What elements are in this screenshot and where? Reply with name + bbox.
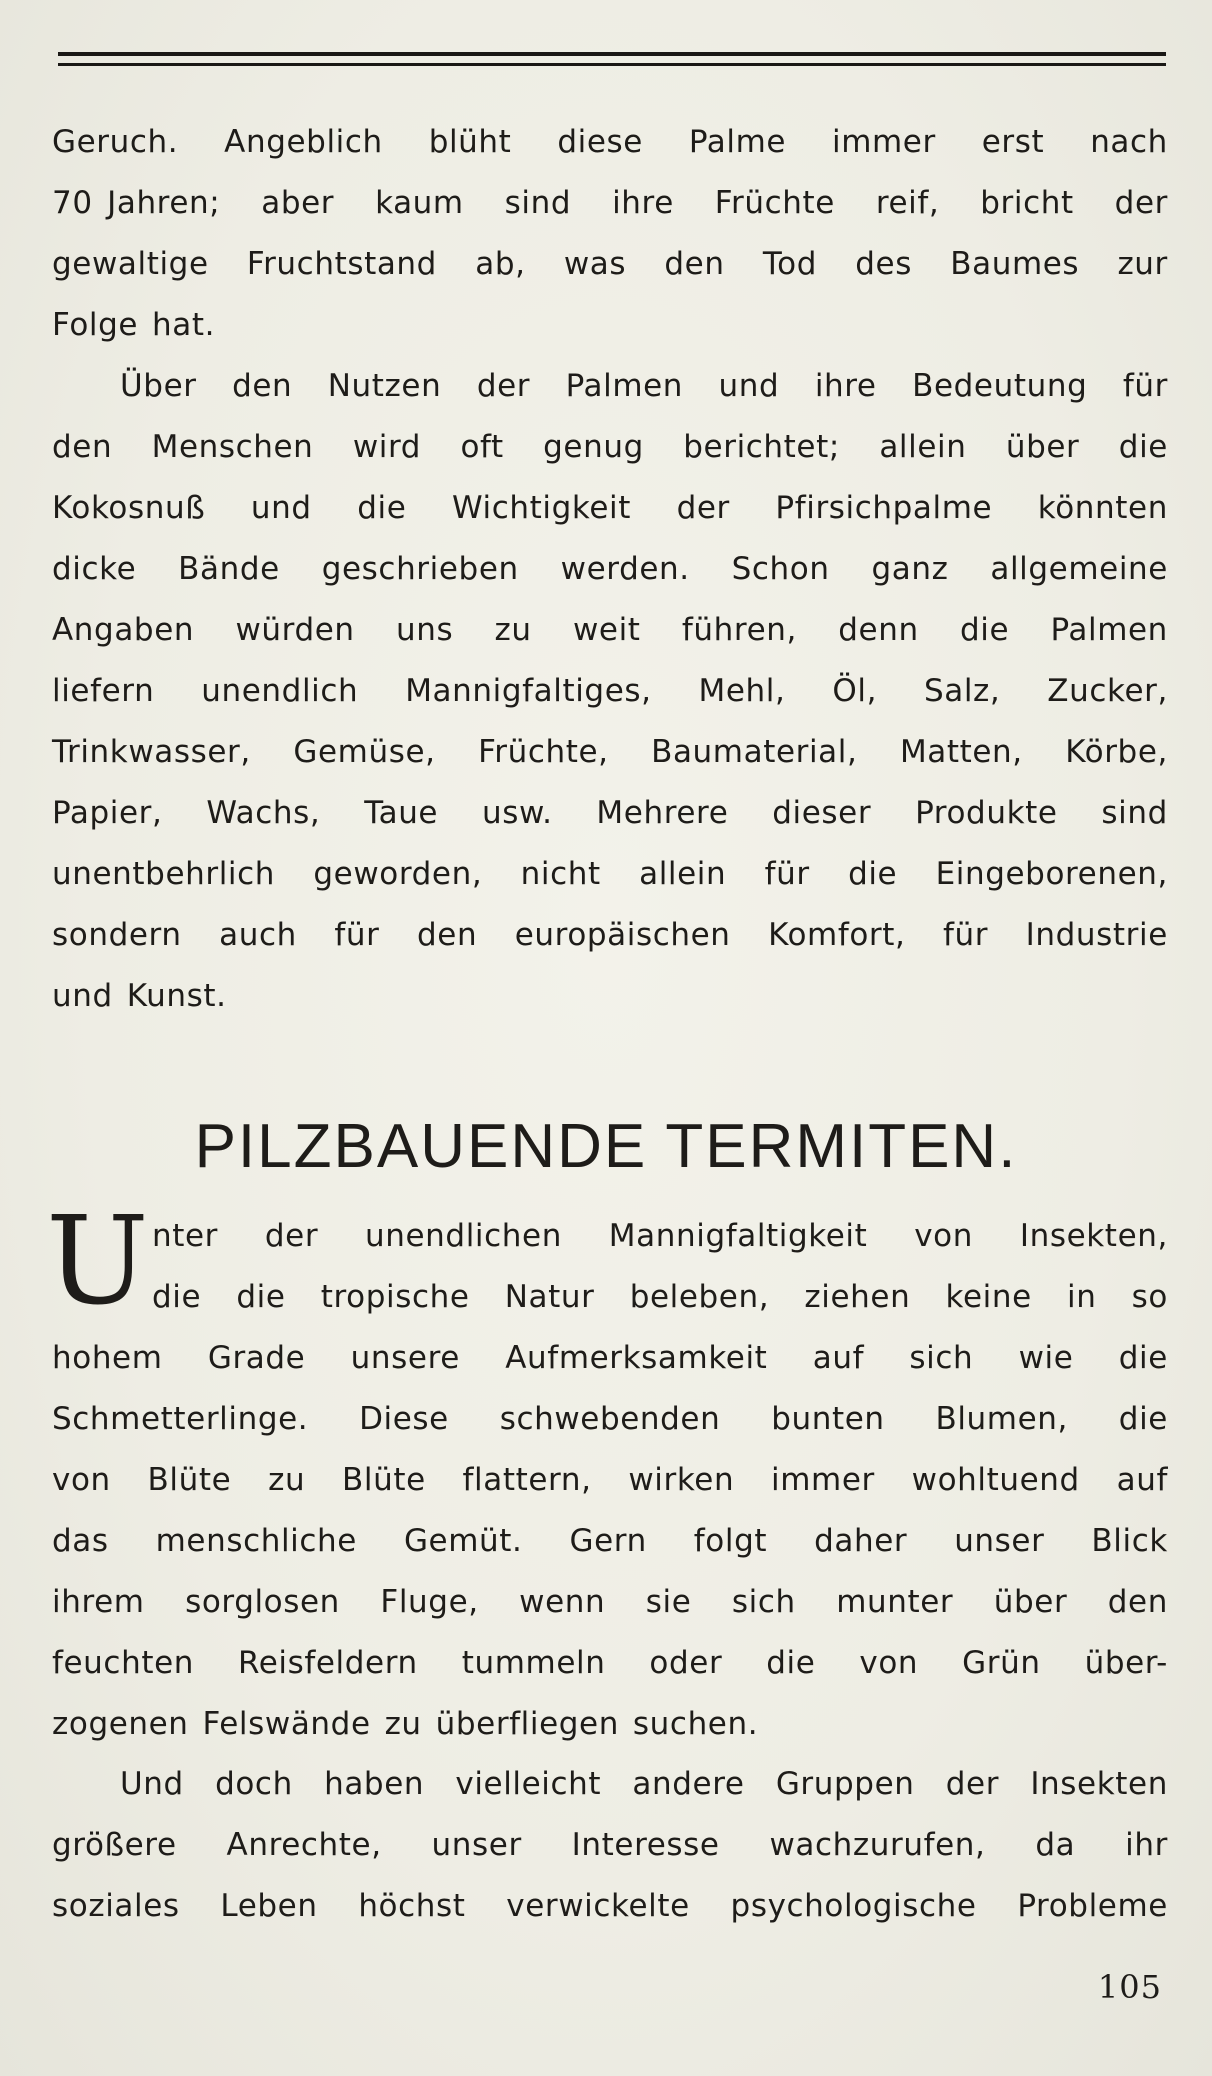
word: Wichtigkeit (451, 490, 631, 526)
word: menschliche (155, 1523, 357, 1559)
text-line (52, 1328, 1168, 1389)
word: der (1114, 185, 1168, 221)
text-line (52, 905, 1168, 966)
word: zogenen (52, 1706, 189, 1742)
word: zu (268, 1462, 306, 1498)
word: könnten (1037, 490, 1168, 526)
word: Schmetterlinge. (52, 1401, 309, 1437)
word: ihrem (52, 1584, 145, 1620)
word: Wachs, (206, 795, 321, 831)
word: Zucker, (1047, 673, 1168, 709)
page-number: 105 (1097, 1968, 1162, 2006)
word: schwebenden (499, 1401, 721, 1437)
word: Schon (731, 551, 830, 587)
word: uns (395, 612, 454, 648)
word: den (664, 246, 725, 282)
word: Papier, (52, 795, 163, 831)
word: Palmen (565, 368, 684, 404)
word: für (334, 917, 380, 953)
word: usw. (481, 795, 553, 831)
word: Leben (220, 1888, 318, 1924)
word: genug (543, 429, 644, 465)
word: Über (120, 368, 197, 404)
text-line (52, 1206, 1168, 1267)
word: größere (52, 1827, 177, 1863)
word: die (236, 1279, 286, 1315)
word: hat. (152, 307, 216, 343)
word: liefern (52, 673, 155, 709)
word: allein (639, 856, 727, 892)
text-line (52, 295, 1168, 356)
word: Felswände (202, 1706, 371, 1742)
word: geworden, (313, 856, 483, 892)
word: immer (771, 1462, 875, 1498)
text-line (52, 1450, 1168, 1511)
text-line (52, 173, 1168, 234)
word: ab, (475, 246, 526, 282)
word: Insekten (1030, 1766, 1168, 1802)
word: allein (879, 429, 967, 465)
word: europäischen (514, 917, 731, 953)
word: und (718, 368, 780, 404)
word: wird (352, 429, 422, 465)
word: über- (1084, 1645, 1168, 1681)
word: Früchte, (478, 734, 609, 770)
word: Taue (364, 795, 439, 831)
text-line (52, 783, 1168, 844)
word: was (563, 246, 627, 282)
word: suchen. (632, 1706, 759, 1742)
word: werden. (560, 551, 690, 587)
word: Pfirsichpalme (775, 490, 993, 526)
word: Natur (504, 1279, 595, 1315)
word: Bände (178, 551, 280, 587)
word: den (1107, 1584, 1168, 1620)
paragraph-social-insects (52, 1754, 1168, 1937)
text-line (52, 112, 1168, 173)
word: Grade (207, 1340, 306, 1376)
word: die (1118, 1340, 1168, 1376)
word: sich (909, 1340, 974, 1376)
word: tummeln (461, 1645, 606, 1681)
word: feuchten (52, 1645, 194, 1681)
word: munter (836, 1584, 954, 1620)
word: für (1122, 368, 1168, 404)
word: Aufmerksamkeit (505, 1340, 768, 1376)
top-rule-thick (58, 52, 1166, 56)
word: sorglosen (185, 1584, 340, 1620)
section-heading: PILZBAUENDE TERMITEN. (194, 1112, 1018, 1181)
word: soziales (52, 1888, 180, 1924)
word: Nutzen (327, 368, 442, 404)
word: nach (1090, 124, 1168, 160)
top-rule-thin (58, 63, 1166, 66)
word: Industrie (1025, 917, 1168, 953)
word: Diese (359, 1401, 449, 1437)
word: beleben, (629, 1279, 770, 1315)
word: und (250, 490, 312, 526)
word: sind (504, 185, 572, 221)
word: Geruch. (52, 124, 179, 160)
word: Angeblich (224, 124, 383, 160)
word: Matten, (899, 734, 1023, 770)
word: über (1005, 429, 1080, 465)
text-line (52, 478, 1168, 539)
word: sich (731, 1584, 796, 1620)
word: psychologische (730, 1888, 977, 1924)
word: Reisfeldern (237, 1645, 418, 1681)
word: weit (572, 612, 641, 648)
word: so (1131, 1279, 1168, 1315)
word: und (52, 978, 113, 1014)
word: kaum (375, 185, 464, 221)
word: den (417, 917, 478, 953)
word: von (914, 1218, 973, 1254)
paragraph-palm-uses (52, 356, 1168, 1027)
word: Kunst. (126, 978, 227, 1014)
text-line (52, 1572, 1168, 1633)
word: erst (981, 124, 1045, 160)
paragraph-butterflies (52, 1206, 1168, 1755)
word: flattern, (462, 1462, 592, 1498)
word: für (764, 856, 810, 892)
word: andere (632, 1766, 745, 1802)
word: wirken (628, 1462, 735, 1498)
word: der (476, 368, 531, 404)
word: in (1067, 1279, 1097, 1315)
word: führen, (681, 612, 797, 648)
word: von (52, 1462, 111, 1498)
word: sondern (52, 917, 182, 953)
word: ziehen (804, 1279, 911, 1315)
word: wohltuend (911, 1462, 1080, 1498)
word: keine (945, 1279, 1032, 1315)
word: Baumes (950, 246, 1080, 282)
word: nter (152, 1218, 219, 1254)
word: Palmen (1050, 612, 1168, 648)
word: die (152, 1279, 202, 1315)
word: Öl, (832, 673, 878, 709)
word: Komfort, (768, 917, 906, 953)
word: die (766, 1645, 816, 1681)
word: auf (1116, 1462, 1168, 1498)
word: Tod (762, 246, 817, 282)
word: Blick (1091, 1523, 1168, 1559)
word: aber (261, 185, 335, 221)
word: folgt (693, 1523, 768, 1559)
word: Mehl, (698, 673, 786, 709)
word: Trinkwasser, (52, 734, 251, 770)
word: Insekten, (1019, 1218, 1168, 1254)
word: berichtet; (683, 429, 840, 465)
word: der (945, 1766, 1000, 1802)
word: unendlichen (365, 1218, 562, 1254)
word: Gruppen (775, 1766, 915, 1802)
word: Baumaterial, (651, 734, 858, 770)
text-line (52, 1633, 1168, 1694)
text-line (52, 417, 1168, 478)
text-line (52, 1511, 1168, 1572)
word: haben (324, 1766, 425, 1802)
word: unser (954, 1523, 1045, 1559)
paragraph-palm-ending (52, 112, 1168, 356)
word: sind (1101, 795, 1168, 831)
word: würden (235, 612, 355, 648)
word: höchst (358, 1888, 466, 1924)
word: bunten (771, 1401, 885, 1437)
word: daher (814, 1523, 908, 1559)
word: den (232, 368, 293, 404)
word: die (1118, 429, 1168, 465)
word: denn (838, 612, 919, 648)
text-line (52, 661, 1168, 722)
word: Folge (52, 307, 139, 343)
word: immer (831, 124, 936, 160)
text-line (52, 1389, 1168, 1450)
word: Salz, (923, 673, 1001, 709)
text-line (52, 356, 1168, 417)
word: für (943, 917, 989, 953)
drop-cap: U (46, 1190, 149, 1332)
word: dicke (52, 551, 137, 587)
word: 70 Jahren; (52, 185, 221, 221)
word: wenn (519, 1584, 606, 1620)
word: oder (649, 1645, 723, 1681)
text-line (52, 1694, 1168, 1755)
word: verwickelte (506, 1888, 690, 1924)
word: Eingeborenen, (935, 856, 1168, 892)
text-line (52, 966, 1168, 1027)
word: zu (384, 1706, 422, 1742)
word: wachzurufen, (769, 1827, 986, 1863)
word: unendlich (201, 673, 359, 709)
word: Mehrere (596, 795, 729, 831)
word: ihre (612, 185, 674, 221)
word: dieser (772, 795, 872, 831)
word: Angaben (52, 612, 195, 648)
text-line (52, 1876, 1168, 1937)
word: überfliegen (435, 1706, 619, 1742)
word: unsere (350, 1340, 460, 1376)
word: blüht (428, 124, 512, 160)
word: oft (460, 429, 504, 465)
text-line (52, 234, 1168, 295)
text-line (52, 539, 1168, 600)
word: unser (431, 1827, 522, 1863)
word: den (52, 429, 113, 465)
word: Bedeutung (912, 368, 1088, 404)
word: Gemüt. (403, 1523, 523, 1559)
word: Kokosnuß (52, 490, 206, 526)
word: Probleme (1017, 1888, 1168, 1924)
word: Blüte (342, 1462, 426, 1498)
word: Blüte (147, 1462, 232, 1498)
word: Palme (688, 124, 787, 160)
word: ihr (1125, 1827, 1168, 1863)
word: die (1118, 1401, 1168, 1437)
word: bricht (980, 185, 1074, 221)
word: Gemüse, (293, 734, 436, 770)
word: die (960, 612, 1010, 648)
word: unentbehrlich (52, 856, 276, 892)
word: ihre (814, 368, 877, 404)
word: hohem (52, 1340, 163, 1376)
text-line (52, 1815, 1168, 1876)
word: nicht (520, 856, 601, 892)
word: zur (1117, 246, 1168, 282)
word: die (357, 490, 407, 526)
word: reif, (875, 185, 940, 221)
word: Gern (569, 1523, 647, 1559)
word: Blumen, (935, 1401, 1068, 1437)
word: der (676, 490, 730, 526)
word: Früchte (714, 185, 835, 221)
word: Produkte (915, 795, 1058, 831)
word: da (1035, 1827, 1076, 1863)
word: Menschen (151, 429, 314, 465)
text-line (52, 1754, 1168, 1815)
text-line (52, 600, 1168, 661)
word: Fluge, (380, 1584, 479, 1620)
word: ganz (871, 551, 949, 587)
word: Mannigfaltiges, (405, 673, 652, 709)
word: die (848, 856, 898, 892)
word: über (993, 1584, 1068, 1620)
word: allgemeine (990, 551, 1168, 587)
word: wie (1018, 1340, 1074, 1376)
text-line (52, 722, 1168, 783)
word: Körbe, (1065, 734, 1168, 770)
word: Mannigfaltigkeit (608, 1218, 868, 1254)
word: des (855, 246, 912, 282)
text-line (52, 844, 1168, 905)
word: auf (812, 1340, 865, 1376)
word: tropische (320, 1279, 470, 1315)
word: Interesse (571, 1827, 720, 1863)
word: doch (215, 1766, 293, 1802)
word: geschrieben (321, 551, 519, 587)
word: Anrechte, (226, 1827, 382, 1863)
word: der (264, 1218, 319, 1254)
word: das (52, 1523, 109, 1559)
word: von (859, 1645, 919, 1681)
text-line (52, 1267, 1168, 1328)
word: auch (219, 917, 297, 953)
word: gewaltige (52, 246, 209, 282)
word: vielleicht (455, 1766, 602, 1802)
word: Und (120, 1766, 184, 1802)
word: Fruchtstand (246, 246, 437, 282)
word: zu (494, 612, 532, 648)
word: sie (645, 1584, 692, 1620)
word: diese (557, 124, 643, 160)
word: Grün (962, 1645, 1041, 1681)
